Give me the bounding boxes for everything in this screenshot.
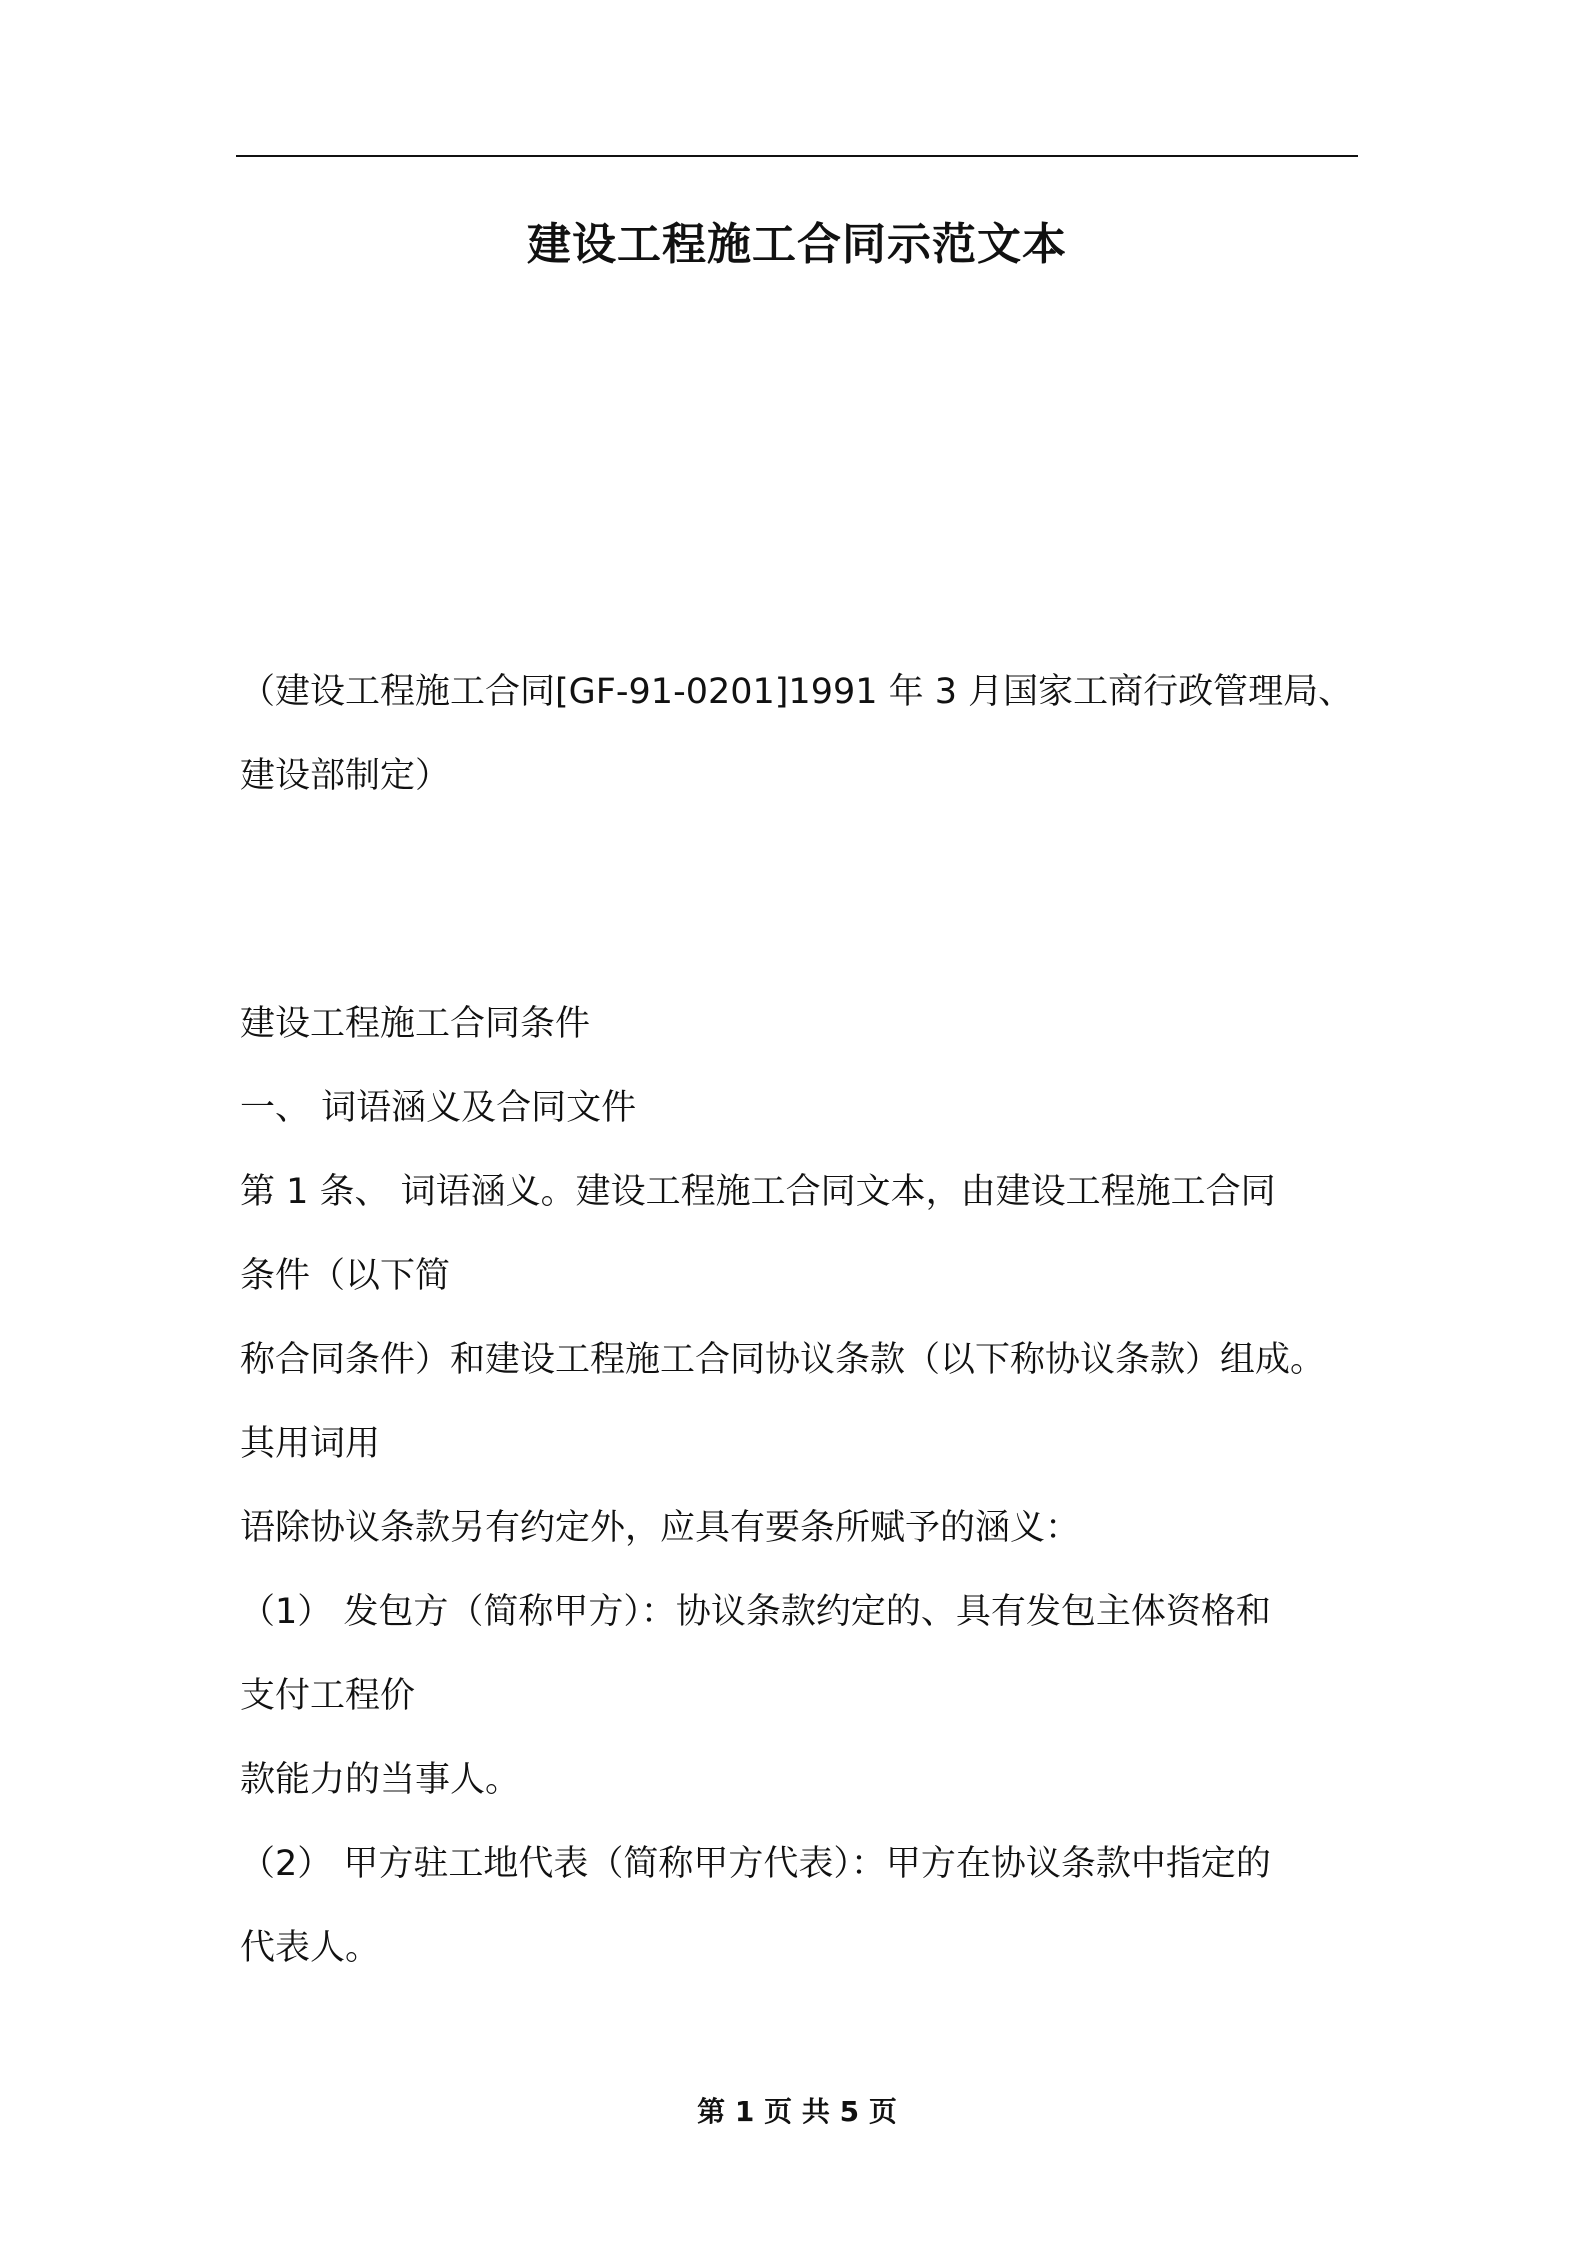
- body-line: （2） 甲方驻工地代表（简称甲方代表）：甲方在协议条款中指定的: [240, 1844, 1271, 1884]
- body-line: 条件（以下简: [240, 1256, 451, 1296]
- body-line: 称合同条件）和建设工程施工合同协议条款（以下称协议条款）组成。: [240, 1340, 1326, 1380]
- header-rule: [236, 155, 1358, 157]
- subtitle-line: （建设工程施工合同[GF-91-0201]1991 年 3 月国家工商行政管理局、: [240, 672, 1354, 712]
- page-footer: 第 1 页 共 5 页: [697, 2095, 897, 2128]
- body-line: 款能力的当事人。: [240, 1760, 521, 1800]
- subtitle-line: 建设部制定）: [240, 756, 451, 796]
- document-subtitle: [240, 650, 1370, 818]
- document-body: [240, 982, 1370, 1990]
- body-line: 支付工程价: [240, 1676, 416, 1716]
- document-title: 建设工程施工合同示范文本: [527, 219, 1067, 270]
- body-line: 其用词用: [240, 1424, 381, 1464]
- body-line: （1） 发包方（简称甲方）：协议条款约定的、具有发包主体资格和: [240, 1592, 1271, 1632]
- chapter-heading: 一、 词语涵义及合同文件: [240, 1088, 637, 1128]
- body-line: 语除协议条款另有约定外，应具有要条所赋予的涵义：: [240, 1508, 1081, 1548]
- section-heading: 建设工程施工合同条件: [240, 1004, 591, 1044]
- body-line: 第 1 条、 词语涵义。建设工程施工合同文本，由建设工程施工合同: [240, 1172, 1276, 1212]
- body-line: 代表人。: [240, 1928, 381, 1968]
